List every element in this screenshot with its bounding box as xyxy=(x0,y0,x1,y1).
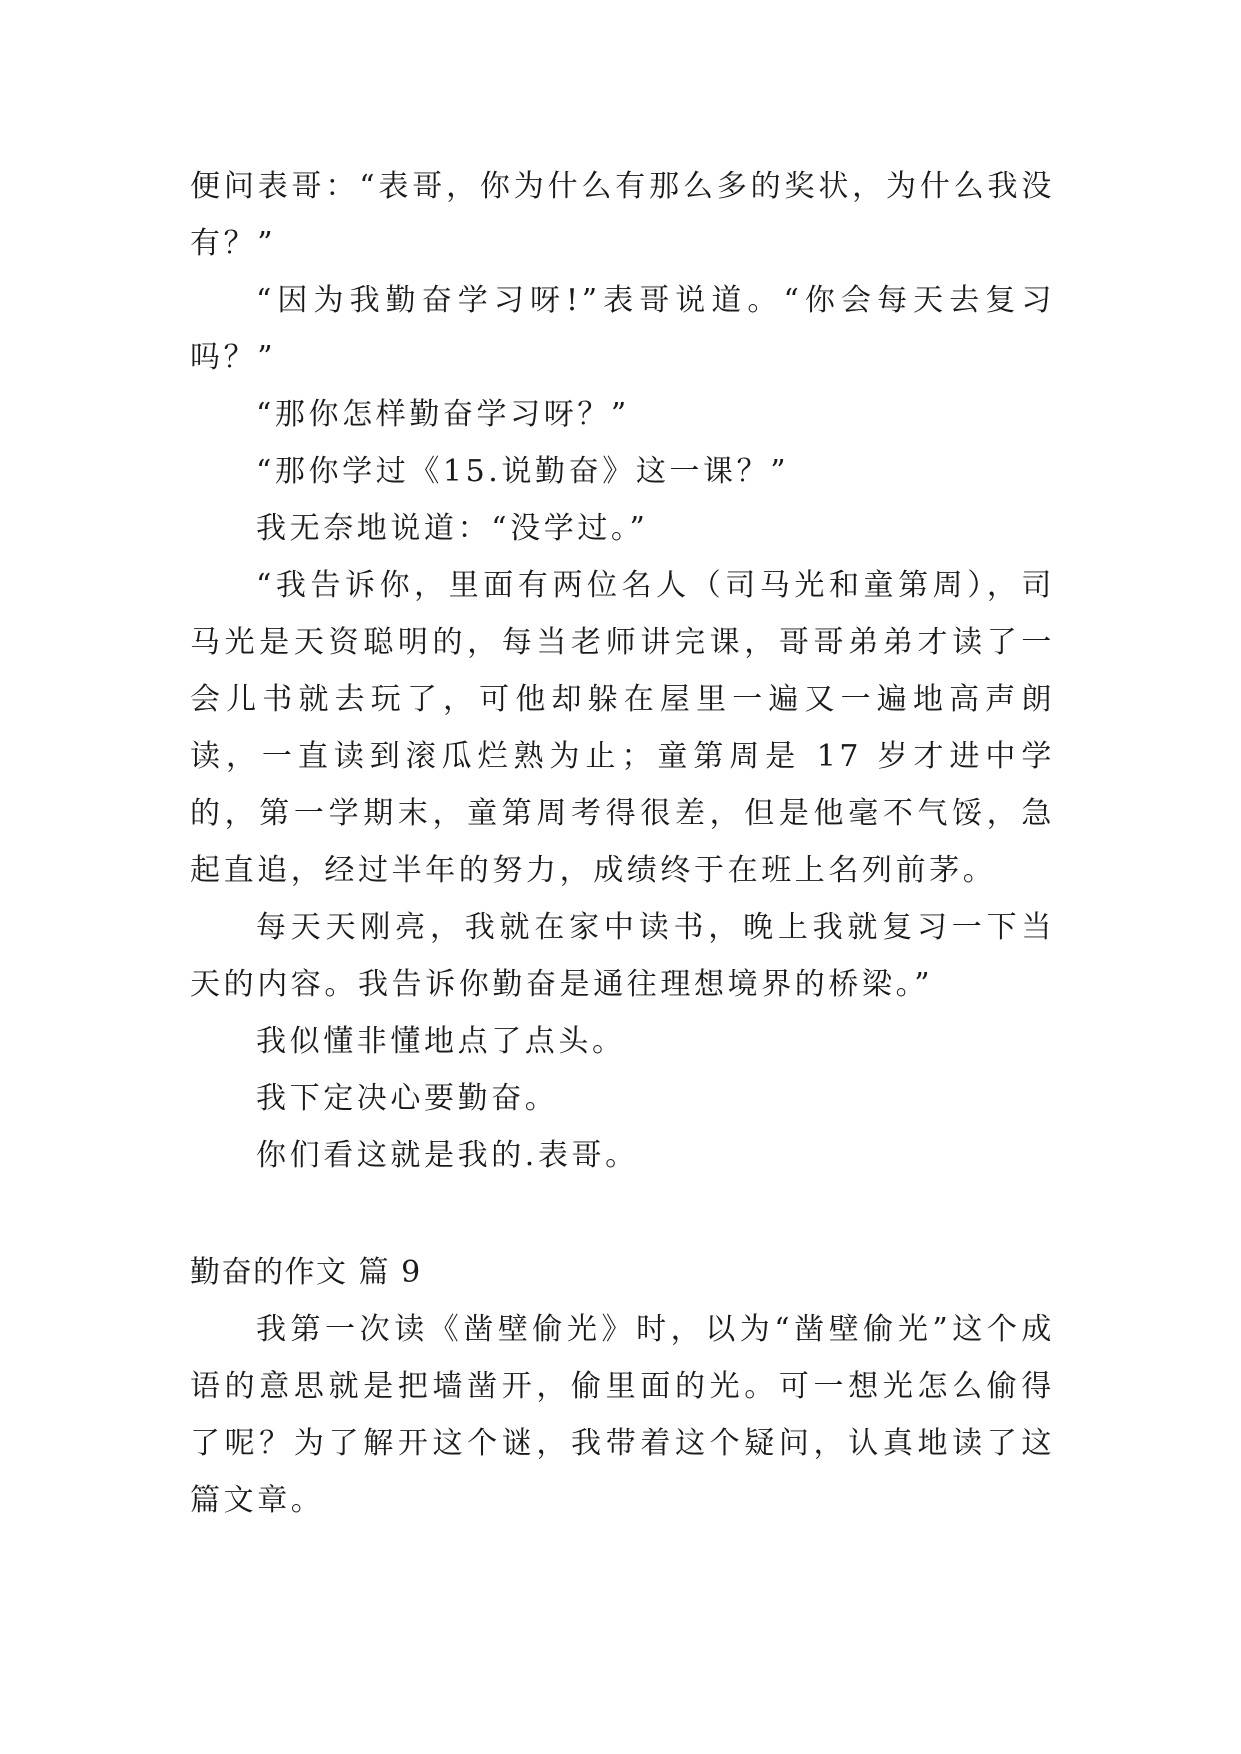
paragraph: 便问表哥：“表哥，你为什么有那么多的奖状，为什么我没有？” xyxy=(190,169,1055,261)
section-heading: 勤奋的作文 篇 9 xyxy=(190,1255,422,1290)
paragraph: 你们看这就是我的.表哥。 xyxy=(256,1138,639,1173)
paragraph: “那你学过《15.说勤奋》这一课？” xyxy=(256,454,790,489)
paragraph: 我无奈地说道：“没学过。” xyxy=(256,511,649,546)
paragraph: 我似懂非懂地点了点头。 xyxy=(256,1024,626,1059)
paragraph: “因为我勤奋学习呀!”表哥说道。“你会每天去复习吗？” xyxy=(190,283,1055,375)
paragraph: 我下定决心要勤奋。 xyxy=(256,1081,559,1116)
paragraph: “那你怎样勤奋学习呀？” xyxy=(256,397,630,432)
paragraph: 我第一次读《凿壁偷光》时，以为“凿壁偷光”这个成语的意思就是把墙凿开，偷里面的光。可一想光怎么偷得了呢？为了解开这个谜，我带着这个疑问，认真地读了这篇文章。 xyxy=(190,1312,1055,1518)
paragraph: “我告诉你，里面有两位名人（司马光和童第周），司马光是天资聪明的，每当老师讲完课，哥哥弟弟才读了一会儿书就去玩了，可他却躲在屋里一遍又一遍地高声朗读，一直读到滚瓜烂熟为止；童第周是 17 岁才进中学的，第一学期末，童第周考得很差，但是他毫不气馁，急起直追，经过半年的努力，成绩终于在班上名列前茅。 xyxy=(190,568,1055,888)
document-body xyxy=(190,158,1055,1529)
paragraph: 每天天刚亮，我就在家中读书，晚上我就复习一下当天的内容。我告诉你勤奋是通往理想境界的桥梁。” xyxy=(190,910,1055,1002)
